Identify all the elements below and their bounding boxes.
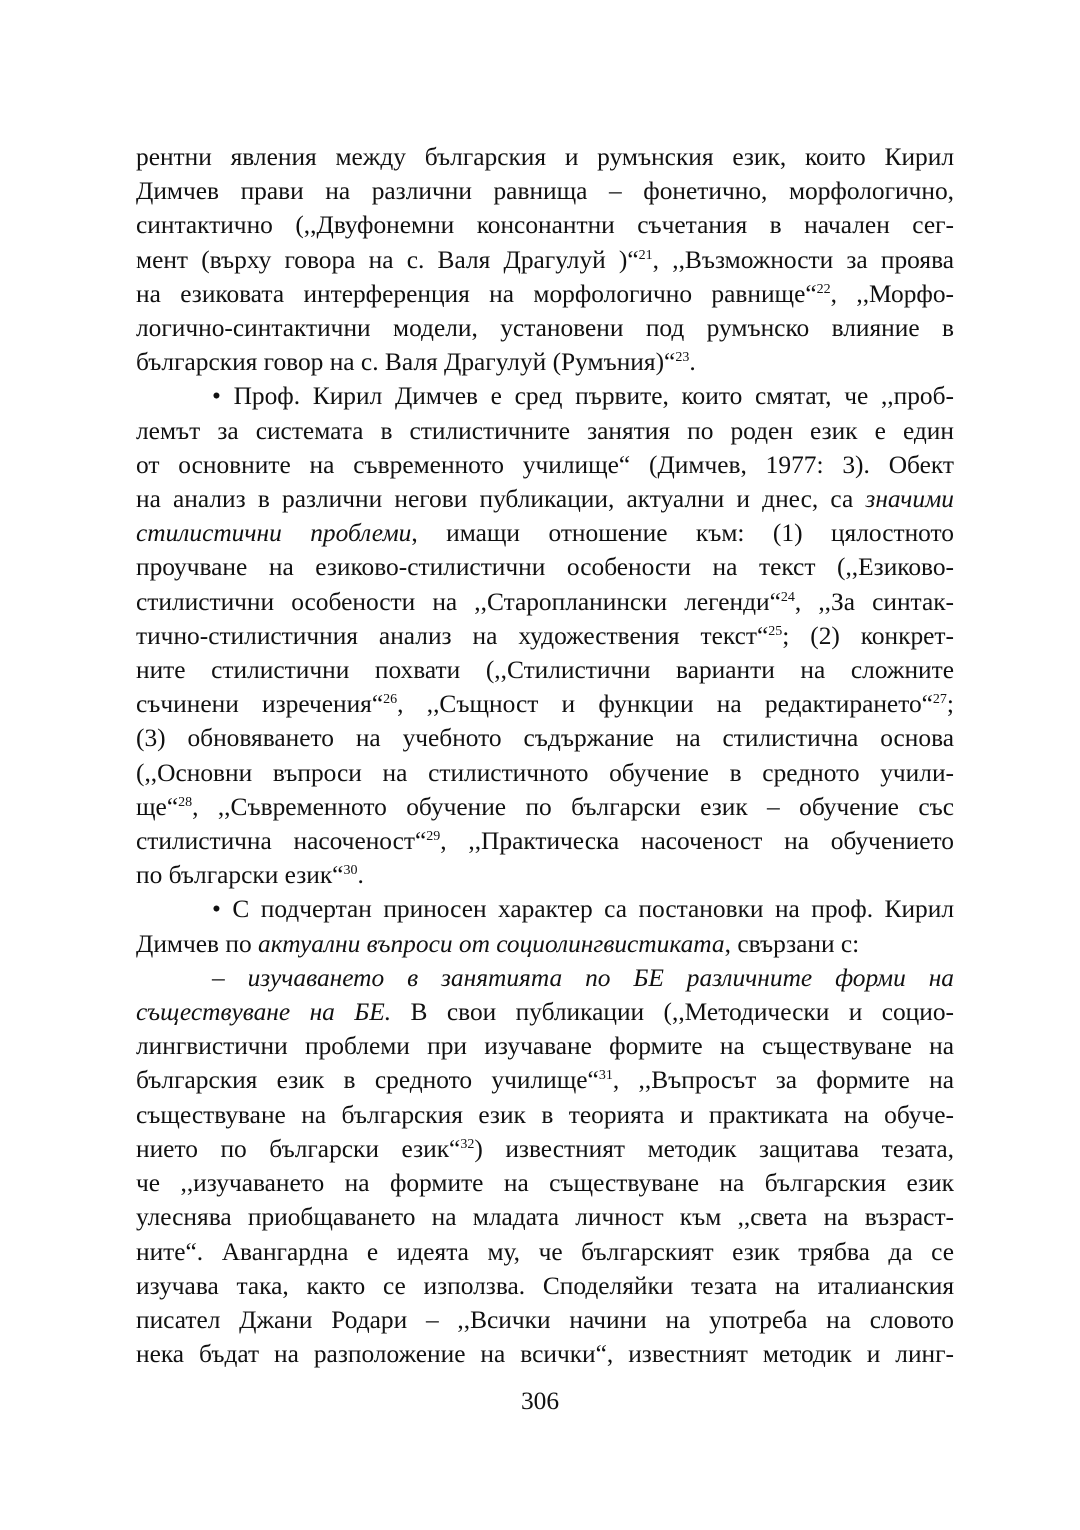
text-line <box>136 687 954 721</box>
text-line <box>136 721 954 755</box>
text-line <box>136 174 954 208</box>
text-line <box>136 1098 954 1132</box>
text-run: лингвистични проблеми при изучаване формите на съществуване на <box>136 1032 954 1061</box>
text-line <box>136 1029 954 1063</box>
italic-run: значими <box>865 485 954 514</box>
text-line <box>136 448 954 482</box>
text-run: българския език в средното училище“ <box>136 1066 599 1095</box>
page-number: 306 <box>520 1387 560 1415</box>
text-line <box>136 824 954 858</box>
text-line <box>136 961 954 995</box>
text-run: В свои публикации (,,Методически и социо- <box>391 998 954 1027</box>
footnote-ref: 21 <box>638 247 653 263</box>
text-line <box>136 243 954 277</box>
text-line <box>136 345 954 379</box>
text-run: Димчев прави на различни равнища – фонетично, морфологично, <box>136 177 954 206</box>
text-line <box>136 892 954 926</box>
body-text <box>136 140 954 1371</box>
text-run: съчинени изречения“ <box>136 690 384 719</box>
footnote-ref: 31 <box>598 1068 613 1084</box>
text-run: рентни явления между българския и румънския език, които Кирил <box>136 143 954 171</box>
text-line <box>136 1132 954 1166</box>
text-run: (,,Основни въпроси на стилистичното обучение в средното учили- <box>136 758 954 787</box>
text-run: логично-синтактични модели, установени под румънско влияние в <box>136 314 954 343</box>
footnote-ref: 27 <box>932 692 947 708</box>
text-line <box>136 414 954 448</box>
text-run: че ,,изучаването на формите на съществуване на българския език <box>136 1169 954 1198</box>
footnote-ref: 29 <box>426 829 441 845</box>
text-line <box>136 482 954 516</box>
text-line <box>136 1269 954 1303</box>
text-run: . <box>689 348 696 377</box>
italic-run: стилистични проблеми <box>136 519 412 548</box>
text-run: Димчев по <box>136 929 252 958</box>
text-run: ще“ <box>136 792 179 821</box>
text-run: ) известният методик защитава тезата, <box>474 1134 954 1163</box>
text-run: на езиковата интерференция на морфологично равнище“ <box>136 279 817 308</box>
text-line <box>136 1303 954 1337</box>
text-run: • С подчертан приносен характер са постановки на проф. Кирил <box>212 895 954 924</box>
text-run: (3) обновяването на учебното съдържание на стилистична основа <box>136 724 954 753</box>
italic-run: съществуване на БЕ. <box>136 998 392 1027</box>
italic-run: – изучаването в занятията по БЕ различните форми на <box>212 963 954 992</box>
text-run: проучване на езиково-стилистични особености на текст (,,Езиково- <box>136 553 954 582</box>
text-run: , свързани с: <box>724 929 860 958</box>
text-line <box>136 858 954 892</box>
text-run: по български език“ <box>136 861 344 890</box>
text-line <box>136 1063 954 1097</box>
text-line <box>136 756 954 790</box>
italic-run: актуални въпроси от социолингвистиката <box>258 929 725 958</box>
text-line <box>136 995 954 1029</box>
text-line <box>136 927 954 961</box>
text-run: на анализ в различни негови публикации, актуални и днес, са <box>136 485 854 514</box>
text-run: стилистични особености на ,,Старопланински легенди“ <box>136 587 781 616</box>
text-line <box>136 311 954 345</box>
text-line <box>136 619 954 653</box>
text-line <box>136 585 954 619</box>
text-line <box>136 1235 954 1269</box>
text-run: , ,,Възможности за проява <box>652 245 954 274</box>
text-line <box>136 516 954 550</box>
text-run: съществуване на българския език в теорията и практиката на обуче- <box>136 1100 954 1129</box>
text-run: тично-стилистичния анализ на художествения текст“ <box>136 621 769 650</box>
footnote-ref: 30 <box>343 863 358 879</box>
text-line <box>136 550 954 584</box>
text-line <box>136 1337 954 1371</box>
text-run: нека бъдат на разположение на всички“, известният методик и линг- <box>136 1340 954 1369</box>
text-line <box>136 1200 954 1234</box>
text-run: ; <box>946 690 954 719</box>
text-run: , ,,За синтак- <box>794 587 955 616</box>
text-run: стилистична насоченост“ <box>136 827 427 856</box>
text-run: мент (върху говора на с. Валя Драгулуй )“ <box>136 245 639 274</box>
text-run: , ,,Съвременното обучение по български език – обучение със <box>192 792 954 821</box>
footnote-ref: 22 <box>816 281 831 297</box>
footnote-ref: 25 <box>768 623 783 639</box>
text-run: синтактично (,,Двуфонемни консонантни съчетания в начален сег- <box>136 211 954 240</box>
text-run: лемът за системата в стилистичните занятия по роден език е един <box>136 416 954 445</box>
text-run: българския говор на с. Валя Драгулуй (Румъния)“ <box>136 348 676 377</box>
text-run: ; (2) конкрет- <box>782 621 954 650</box>
text-line <box>136 277 954 311</box>
text-line <box>136 653 954 687</box>
text-run: нието по български език“ <box>136 1134 461 1163</box>
text-run: , ,,Практическа насоченост на обучението <box>440 827 954 856</box>
text-line <box>136 379 954 413</box>
text-run: ните“. Авангардна е идеята му, че българският език трябва да се <box>136 1237 954 1266</box>
text-run: , имащи отношение към: (1) цялостното <box>411 519 954 548</box>
footnote-ref: 32 <box>460 1136 475 1152</box>
text-line <box>136 140 954 174</box>
text-line <box>136 1166 954 1200</box>
text-run: от основните на съвременното училище“ (Димчев, 1977: 3). Обект <box>136 450 954 479</box>
footnote-ref: 24 <box>780 589 795 605</box>
text-run: улеснява приобщаването на младата личност към ,,света на възраст- <box>136 1203 954 1232</box>
text-run: . <box>357 861 364 890</box>
text-run: изучава така, както се използва. Споделяйки тезата на италианския <box>136 1271 954 1300</box>
text-run: , ,,Въпросът за формите на <box>612 1066 954 1095</box>
footnote-ref: 28 <box>178 794 193 810</box>
text-run: ните стилистични похвати (,,Стилистични варианти на сложните <box>136 656 954 685</box>
footnote-ref: 23 <box>675 350 690 366</box>
text-run: , ,,Морфо- <box>830 279 954 308</box>
footnote-ref: 26 <box>383 692 398 708</box>
text-run: писател Джани Родари – ,,Всички начини на употреба на словото <box>136 1305 954 1334</box>
text-line <box>136 208 954 242</box>
text-line <box>136 790 954 824</box>
text-run: , ,,Същност и функции на редактирането“ <box>397 690 933 719</box>
text-run: • Проф. Кирил Димчев е сред първите, които смятат, че ,,проб- <box>212 382 954 411</box>
